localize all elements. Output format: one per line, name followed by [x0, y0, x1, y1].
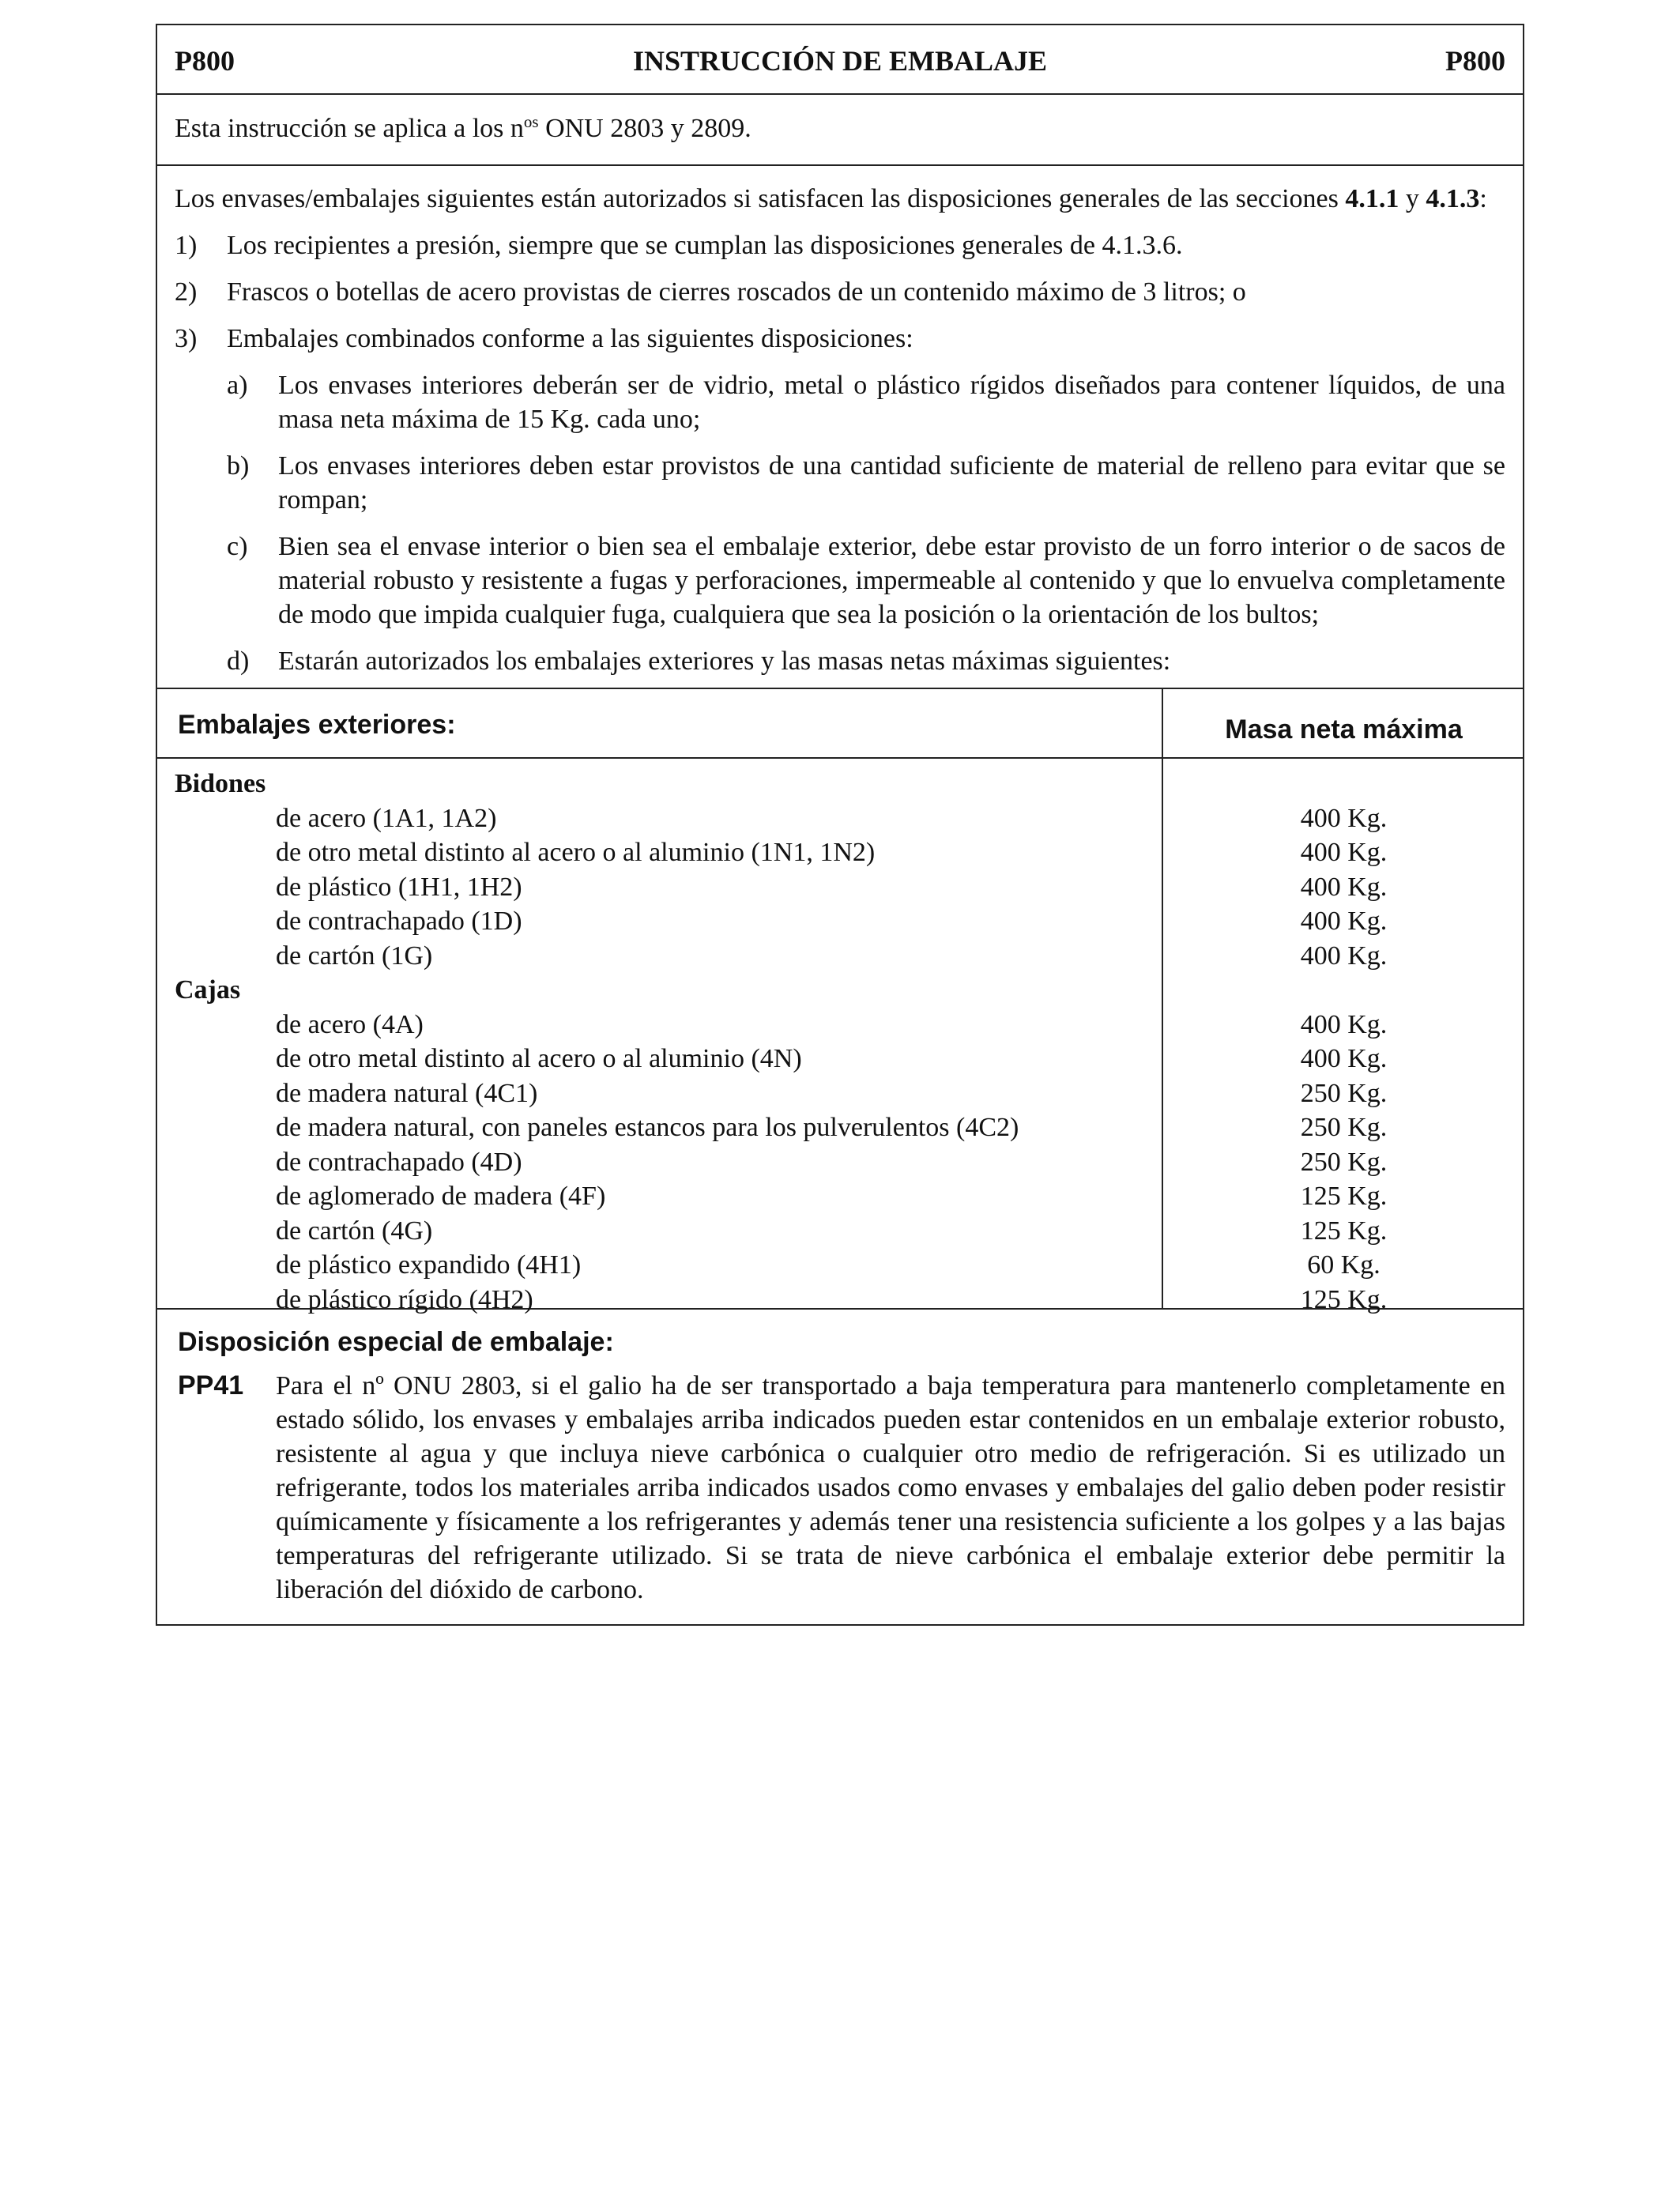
sub-list-item-text: Los envases interiores deberán ser de vidrio, metal o plástico rígidos diseñados para contener líquidos, de una masa neta máxima de 15 Kg. cada uno; [278, 371, 1505, 434]
colon: : [1479, 184, 1487, 213]
group-label: Bidones [175, 769, 266, 798]
table-body [157, 767, 1523, 1317]
special-provision-text: Para el nº ONU 2803, si el galio ha de ser transportado a baja temperatura para mantenerlo completamente en estado sólido, los envases y embalajes arriba indicados pueden estar contenidos en un embalaje exterior robusto, resistente al agua y que incluya nieve carbónica o cualquier otro medio de refrigeración. Si es utilizado un refrigerante, todos los materiales arriba indicados usados como envases y embalajes del galio deben poder resistir químicamente y físicamente a los refrigerantes y además tener una resistencia suficiente a los golpes y a las bajas temperaturas del refrigerante utilizado. Si se trata de nieve carbónica el embalaje exterior debe permitir la liberación del dióxido de carbono. [276, 1371, 1505, 1604]
sub-list-item-letter: b) [227, 451, 250, 481]
table-row [157, 801, 1523, 836]
table-row [157, 1110, 1523, 1145]
sub-list-item [227, 530, 1505, 631]
packing-instruction-box [156, 24, 1524, 1626]
max-net-mass: 250 Kg. [1300, 1113, 1388, 1142]
instruction-code-right: P800 [1445, 45, 1505, 77]
special-provision-pp41 [175, 1369, 1505, 1607]
sub-list-item [227, 644, 1505, 678]
general-provisions-paragraph [175, 182, 1505, 216]
max-net-mass: 250 Kg. [1300, 1147, 1388, 1177]
packaging-description: de madera natural, con paneles estancos para los pulverulentos (4C2) [276, 1113, 1019, 1142]
sub-list-item-text: Los envases interiores deben estar provistos de una cantidad suficiente de material de relleno para evitar que se rompan; [278, 451, 1505, 515]
applicability-section [157, 95, 1523, 166]
table-row [157, 1076, 1523, 1111]
section-ref-413: 4.1.3 [1426, 184, 1480, 213]
packaging-description: de plástico expandido (4H1) [276, 1250, 582, 1280]
packaging-description: de cartón (4G) [276, 1216, 433, 1246]
sub-list-item [227, 368, 1505, 436]
list-item-number: 2) [175, 277, 198, 307]
authorized-packagings-section [157, 166, 1523, 689]
table-row [157, 1145, 1523, 1180]
table-row [157, 1248, 1523, 1283]
sub-list-item [227, 449, 1505, 517]
table-row [157, 1283, 1523, 1318]
max-net-mass: 400 Kg. [1300, 872, 1388, 902]
packaging-description: de aglomerado de madera (4F) [276, 1182, 606, 1211]
group-label: Cajas [175, 975, 241, 1005]
packaging-description: de contrachapado (1D) [276, 907, 522, 936]
table-row [157, 870, 1523, 905]
list-item [175, 275, 1505, 309]
instruction-code-left: P800 [175, 45, 235, 77]
table-row [157, 1042, 1523, 1076]
max-net-mass: 400 Kg. [1300, 838, 1388, 867]
special-provision-code: PP41 [178, 1370, 244, 1400]
max-net-mass: 400 Kg. [1300, 1044, 1388, 1073]
sub-list-item-text: Bien sea el envase interior o bien sea el embalaje exterior, debe estar provisto de un forro interior o de sacos de material robusto y resistente a fugas y perforaciones, impermeable al contenido y que lo envuelva completamente de modo que impida cualquier fuga, cualquiera que sea la posición o la orientación de los bultos; [278, 532, 1505, 629]
special-provision-title: Disposición especial de embalaje: [178, 1327, 614, 1357]
sub-list-item-text: Estarán autorizados los embalajes exteriores y las masas netas máximas siguientes: [278, 647, 1171, 676]
instruction-title: INSTRUCCIÓN DE EMBALAJE [632, 45, 1048, 77]
list-item [175, 322, 1505, 356]
applicability-text-start: Esta instrucción se aplica a los n [175, 114, 524, 143]
column-header-packagings: Embalajes exteriores: [178, 710, 456, 740]
max-net-mass: 125 Kg. [1300, 1216, 1388, 1246]
header-divider [157, 757, 1523, 759]
conjunction: y [1399, 184, 1426, 213]
packaging-description: de acero (1A1, 1A2) [276, 803, 497, 833]
packaging-description: de acero (4A) [276, 1009, 424, 1039]
table-row [157, 904, 1523, 939]
max-net-mass: 250 Kg. [1300, 1078, 1388, 1108]
packaging-description: de otro metal distinto al acero o al aluminio (1N1, 1N2) [276, 838, 876, 867]
general-provisions-text: Los envases/embalajes siguientes están autorizados si satisfacen las disposiciones generales de las secciones [175, 184, 1346, 213]
table-row [157, 939, 1523, 974]
list-item-text: Los recipientes a presión, siempre que se cumplan las disposiciones generales de 4.1.3.6. [227, 231, 1183, 260]
sub-list-item-letter: d) [227, 647, 250, 676]
table-row [157, 1214, 1523, 1249]
packaging-description: de otro metal distinto al acero o al aluminio (4N) [276, 1044, 802, 1073]
packaging-description: de contrachapado (4D) [276, 1147, 522, 1177]
list-item-number: 3) [175, 324, 198, 353]
packaging-description: de plástico rígido (4H2) [276, 1284, 533, 1314]
packaging-description: de cartón (1G) [276, 941, 433, 971]
table-row [157, 1008, 1523, 1042]
list-item-number: 1) [175, 231, 198, 260]
table-row [157, 1179, 1523, 1214]
sub-list-item-letter: c) [227, 532, 248, 561]
max-net-mass: 400 Kg. [1300, 941, 1388, 971]
packaging-description: de plástico (1H1, 1H2) [276, 872, 522, 902]
max-net-mass: 400 Kg. [1300, 1009, 1388, 1039]
group-row-bidones [157, 767, 1523, 801]
packaging-description: de madera natural (4C1) [276, 1078, 538, 1108]
outer-packagings-table [157, 689, 1523, 1314]
instruction-header [157, 25, 1523, 95]
applicability-text [175, 114, 751, 144]
special-packing-provision [157, 1310, 1523, 1624]
max-net-mass: 125 Kg. [1300, 1284, 1388, 1314]
max-net-mass: 60 Kg. [1307, 1250, 1381, 1280]
applicability-superscript: os [523, 112, 539, 131]
table-row [157, 835, 1523, 870]
group-row-cajas [157, 973, 1523, 1008]
applicability-text-end: ONU 2803 y 2809. [538, 114, 751, 143]
max-net-mass: 125 Kg. [1300, 1182, 1388, 1211]
max-net-mass: 400 Kg. [1300, 907, 1388, 936]
list-item [175, 228, 1505, 262]
max-net-mass: 400 Kg. [1300, 803, 1388, 833]
list-item-text: Frascos o botellas de acero provistas de cierres roscados de un contenido máximo de 3 litros; o [227, 277, 1246, 307]
sub-list-item-letter: a) [227, 371, 248, 400]
section-ref-411: 4.1.1 [1345, 184, 1399, 213]
column-header-max-mass: Masa neta máxima [1225, 714, 1463, 745]
list-item-text: Embalajes combinados conforme a las siguientes disposiciones: [227, 324, 913, 353]
